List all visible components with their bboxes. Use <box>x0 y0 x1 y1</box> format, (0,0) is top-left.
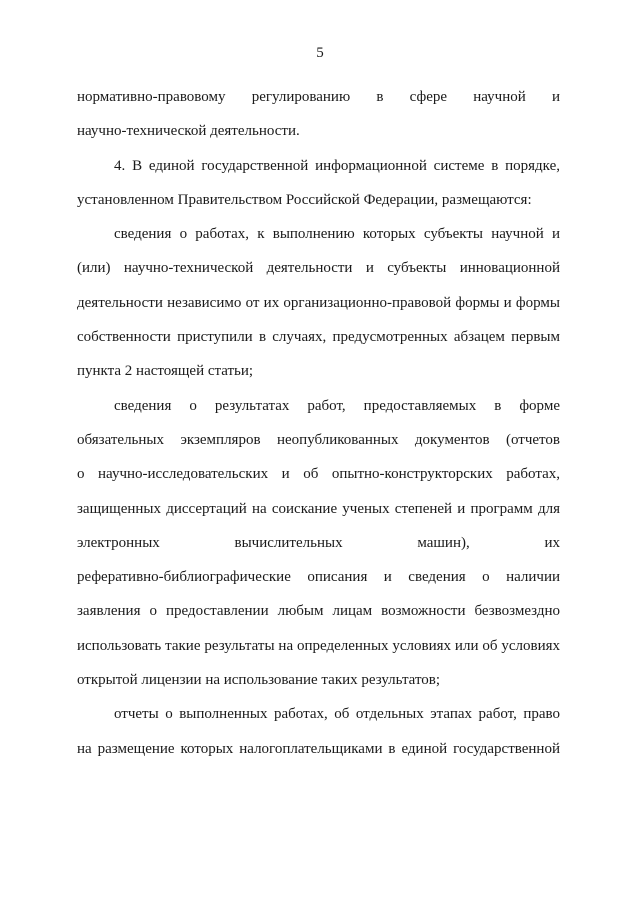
document-body <box>77 80 560 766</box>
paragraph-4-line-4: защищенных диссертаций на соискание ученых степеней и программ для <box>77 500 560 517</box>
paragraph-2-line-1: 4. В единой государственной информационной системе в порядке, <box>114 157 560 174</box>
paragraph-4-line-5: электронных вычислительных машин), их <box>77 534 560 551</box>
paragraph-4-line-7: заявления о предоставлении любым лицам возможности безвозмездно <box>77 603 560 620</box>
paragraph-4-line-1: сведения о результатах работ, предоставляемых в форме <box>114 397 560 414</box>
paragraph-3-line-3: деятельности независимо от их организационно-правовой формы и формы <box>77 294 560 311</box>
page-number: 5 <box>316 45 324 61</box>
paragraph-4-line-8: использовать такие результаты на определенных условиях или об условиях <box>77 637 560 654</box>
paragraph-3-line-4: собственности приступили в случаях, предусмотренных абзацем первым <box>77 329 560 346</box>
paragraph-5-line-2: на размещение которых налогоплательщиками в единой государственной <box>77 740 560 757</box>
paragraph-4-line-3: о научно-исследовательских и об опытно-конструкторских работах, <box>77 466 560 483</box>
paragraph-3-line-5: пункта 2 настоящей статьи; <box>77 363 254 380</box>
paragraph-1-line-2: научно-технической деятельности. <box>77 123 300 140</box>
paragraph-2-line-2: установленном Правительством Российской Федерации, размещаются: <box>77 191 532 208</box>
paragraph-4-line-9: открытой лицензии на использование таких результатов; <box>77 672 441 689</box>
paragraph-3-line-1: сведения о работах, к выполнению которых субъекты научной и <box>114 226 560 243</box>
paragraph-5-line-1: отчеты о выполненных работах, об отдельных этапах работ, право <box>114 706 560 723</box>
paragraph-4-line-2: обязательных экземпляров неопубликованных документов (отчетов <box>77 431 560 448</box>
paragraph-1-line-1: нормативно-правовому регулированию в сфере научной и <box>77 89 560 105</box>
paragraph-4-line-6: реферативно-библиографические описания и сведения о наличии <box>77 569 560 586</box>
paragraph-3-line-2: (или) научно-технической деятельности и субъекты инновационной <box>77 260 560 277</box>
